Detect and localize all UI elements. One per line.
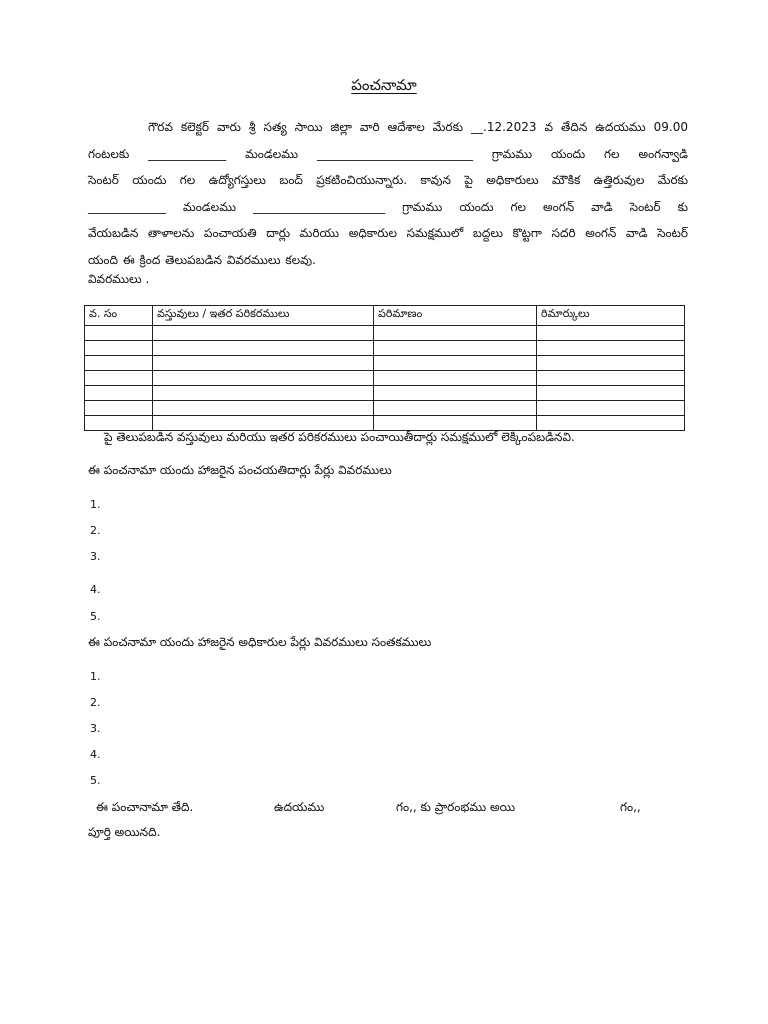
table-cell — [374, 416, 537, 431]
officer-item-4: 4. — [90, 748, 101, 761]
table-cell — [153, 356, 374, 371]
header-remarks: రిమార్కులు — [537, 306, 685, 326]
panchayat-item-4: 4. — [90, 583, 101, 596]
table-cell — [85, 416, 153, 431]
footer-hours-label: గం,, — [620, 800, 641, 814]
intro-line-2: గంటలకు _____________ మండలము __________________________ గ్రామము యందు గల అంగన్వాడి — [88, 146, 688, 161]
intro-line-1: గౌరవ కలెక్టర్ వారు శ్రీ సత్య సాయి జిల్లా వారి ఆదేశాల మేరకు __.12.2023 వ తేదిన ఉదయము 09.00 — [148, 120, 688, 134]
table-note: పై తెలుపబడిన వస్తువులు మరియు ఇతర పరికరములు పంచాయితీదార్లు సమక్షములో లెక్కింపబడినవి. — [104, 430, 575, 444]
officer-item-5: 5. — [90, 774, 101, 787]
panchayat-heading: ఈ పంచనామా యందు హాజరైన పంచయతిదార్లు పేర్లు వివరములు — [88, 463, 392, 477]
footer-date-label: ఈ పంచానామా తేది. — [96, 800, 194, 814]
table-cell — [537, 326, 685, 341]
table-cell — [537, 341, 685, 356]
footer-start-label: గం,, కు ప్రారంభము అయి — [396, 800, 516, 814]
table-cell — [153, 416, 374, 431]
table-cell — [85, 386, 153, 401]
intro-line-3: సెంటర్ యందు గల ఉద్యోగస్తులు బంద్ ప్రకటించియున్నారు. కావున పై అధికారులు మౌకిక ఉత్తిరువుల మేరకు — [88, 173, 688, 187]
table-row — [85, 416, 685, 431]
table-row — [85, 386, 685, 401]
table-cell — [374, 386, 537, 401]
table-cell — [153, 371, 374, 386]
table-cell — [85, 356, 153, 371]
table-header-row — [85, 306, 685, 326]
table-cell — [153, 386, 374, 401]
table-cell — [85, 401, 153, 416]
table-cell — [537, 401, 685, 416]
table-row — [85, 401, 685, 416]
officer-item-2: 2. — [90, 696, 101, 709]
intro-line-5: వేయబడిన తాళాలను పంచాయతి దార్లు మరియు అధికారుల సమక్షములో బద్దలు కొట్టగా సదరి అంగన్ వాడి సెంటర్ — [88, 226, 688, 240]
table-row — [85, 356, 685, 371]
table-cell — [537, 356, 685, 371]
table-cell — [153, 341, 374, 356]
table-cell — [153, 401, 374, 416]
panchayat-item-3: 3. — [90, 550, 101, 563]
intro-line-4: _____________ మండలము ______________________ గ్రామము యందు గల అంగన్ వాడి సెంటర్ కు — [88, 199, 688, 214]
table-cell — [537, 416, 685, 431]
panchayat-item-5: 5. — [90, 610, 101, 623]
table-cell — [374, 371, 537, 386]
header-items: వస్తువులు / ఇతర పరికరములు — [153, 306, 374, 326]
officers-heading: ఈ పంచనామా యందు హాజరైన అధికారుల పేర్లు వివరములు సంతకములు — [88, 635, 432, 649]
table-cell — [85, 341, 153, 356]
document-title: పంచనామా — [351, 76, 417, 94]
intro-line-6: యంది ఈ క్రింద తెలుపబడిన వివరములు కలవు. — [88, 252, 316, 267]
footer-line-2: పూర్తి అయినది. — [88, 825, 161, 839]
table-cell — [85, 371, 153, 386]
table-cell — [374, 401, 537, 416]
table-cell — [85, 326, 153, 341]
footer-morning-label: ఉదయము — [274, 800, 325, 814]
table-cell — [374, 356, 537, 371]
officer-item-1: 1. — [90, 670, 101, 683]
table-row — [85, 341, 685, 356]
panchayat-item-1: 1. — [90, 498, 101, 511]
table-row — [85, 371, 685, 386]
table-cell — [537, 386, 685, 401]
header-quantity: పరిమాణం — [374, 306, 537, 326]
panchayat-item-2: 2. — [90, 524, 101, 537]
table-cell — [374, 326, 537, 341]
table-row — [85, 326, 685, 341]
details-label: వివరములు . — [88, 272, 150, 286]
header-serial: వ. సం — [85, 306, 153, 326]
table-cell — [537, 371, 685, 386]
table-cell — [153, 326, 374, 341]
items-table — [84, 305, 685, 431]
table-cell — [374, 341, 537, 356]
officer-item-3: 3. — [90, 722, 101, 735]
intro-paragraph — [88, 114, 688, 273]
